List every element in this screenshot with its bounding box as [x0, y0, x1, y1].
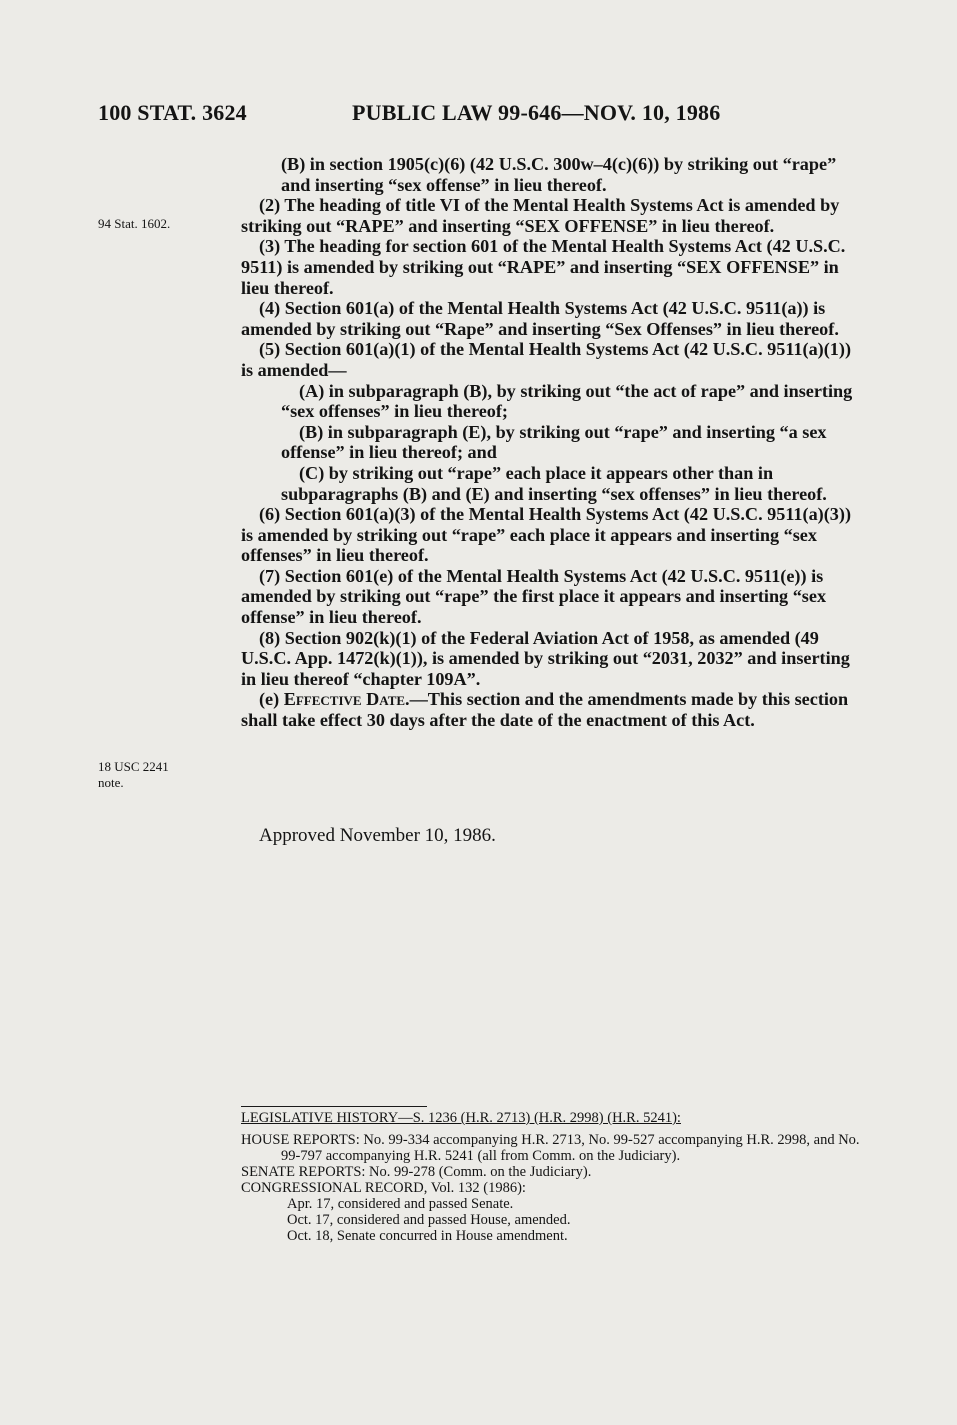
senate-reports: SENATE REPORTS: No. 99-278 (Comm. on the Judiciary).	[241, 1164, 592, 1180]
paragraph-4: (4) Section 601(a) of the Mental Health Systems Act (42 U.S.C. 9511(a)) is amended by striking out “Rape” and inserting “Sex Offenses” in lieu thereof.	[241, 298, 839, 339]
paragraph-1b: (B) in section 1905(c)(6) (42 U.S.C. 300w–4(c)(6)) by striking out “rape” and inserting “sex offense” in lieu thereof.	[281, 154, 837, 195]
margin-note-stat: 94 Stat. 1602.	[98, 216, 171, 231]
paragraph-e	[241, 689, 863, 730]
paragraph-e-label: (e)	[259, 689, 284, 710]
record-event: Oct. 18, Senate concurred in House amendment.	[287, 1228, 568, 1244]
divider-rule	[241, 1106, 427, 1107]
paragraph-3: (3) The heading for section 601 of the Mental Health Systems Act (42 U.S.C. 9511) is amended by striking out “RAPE” and inserting “SEX OFFENSE” in lieu thereof.	[241, 236, 846, 298]
paragraph-e-heading: Effective Date.	[283, 689, 410, 710]
paragraph-7: (7) Section 601(e) of the Mental Health Systems Act (42 U.S.C. 9511(e)) is amended by striking out “rape” the first place it appears and inserting “sex offense” in lieu thereof.	[241, 565, 827, 628]
paragraph-5a	[241, 381, 863, 422]
paragraph-6: (6) Section 601(a)(3) of the Mental Health Systems Act (42 U.S.C. 9511(a)(3)) is amended by striking out “rape” each place it appears and inserting “sex offenses” in lieu thereof.	[241, 504, 851, 566]
congressional-record: CONGRESSIONAL RECORD, Vol. 132 (1986):	[241, 1180, 526, 1196]
paragraph-8: (8) Section 902(k)(1) of the Federal Aviation Act of 1958, as amended (49 U.S.C. App. 1472(k)(1)), is amended by striking out “2031, 2032” and inserting in lieu thereof “chapter 109A”.	[241, 627, 850, 689]
page-reference: 100 STAT. 3624	[98, 100, 247, 125]
paragraph-5: (5) Section 601(a)(1) of the Mental Health Systems Act (42 U.S.C. 9511(a)(1)) is amended—	[241, 339, 851, 380]
paragraph-5a-text: (A) in subparagraph (B), by striking out “the act of rape” and inserting “sex offenses” in lieu thereof;	[281, 380, 853, 422]
paragraph-5b-text: (B) in subparagraph (E), by striking out “rape” and inserting “a sex offense” in lieu thereof; and	[281, 421, 827, 463]
paragraph-2: (2) The heading of title VI of the Mental Health Systems Act is amended by striking out “RAPE” and inserting “SEX OFFENSE” in lieu thereof.	[241, 195, 840, 236]
house-reports: HOUSE REPORTS: No. 99-334 accompanying H.R. 2713, No. 99-527 accompanying H.R. 2998, and No. 99-797 accompanying H.R. 5241 (all from Comm. on the Judiciary).	[241, 1132, 860, 1164]
margin-note-usc-line1: 18 USC 2241	[98, 759, 169, 774]
record-event: Oct. 17, considered and passed House, amended.	[287, 1212, 571, 1228]
margin-note-usc-line2: note.	[98, 775, 124, 790]
legislative-history-title: LEGISLATIVE HISTORY—S. 1236 (H.R. 2713) (H.R. 2998) (H.R. 5241):	[241, 1110, 681, 1126]
paragraph-5c	[241, 463, 863, 504]
approval-date: Approved November 10, 1986.	[259, 825, 496, 846]
margin-note-usc	[98, 759, 169, 791]
paragraph-5c-text: (C) by striking out “rape” each place it appears other than in subparagraphs (B) and (E) and inserting “sex offenses” in lieu thereof.	[281, 462, 827, 504]
record-event: Apr. 17, considered and passed Senate.	[287, 1196, 514, 1212]
paragraph-5b	[241, 422, 863, 463]
paragraph-e-text: —This section and the amendments made by this section shall take effect 30 days after the date of the enactment of this Act.	[241, 689, 849, 731]
legislative-history	[241, 1110, 871, 1244]
document-body	[241, 154, 863, 731]
page-title: PUBLIC LAW 99-646—NOV. 10, 1986	[352, 100, 721, 125]
